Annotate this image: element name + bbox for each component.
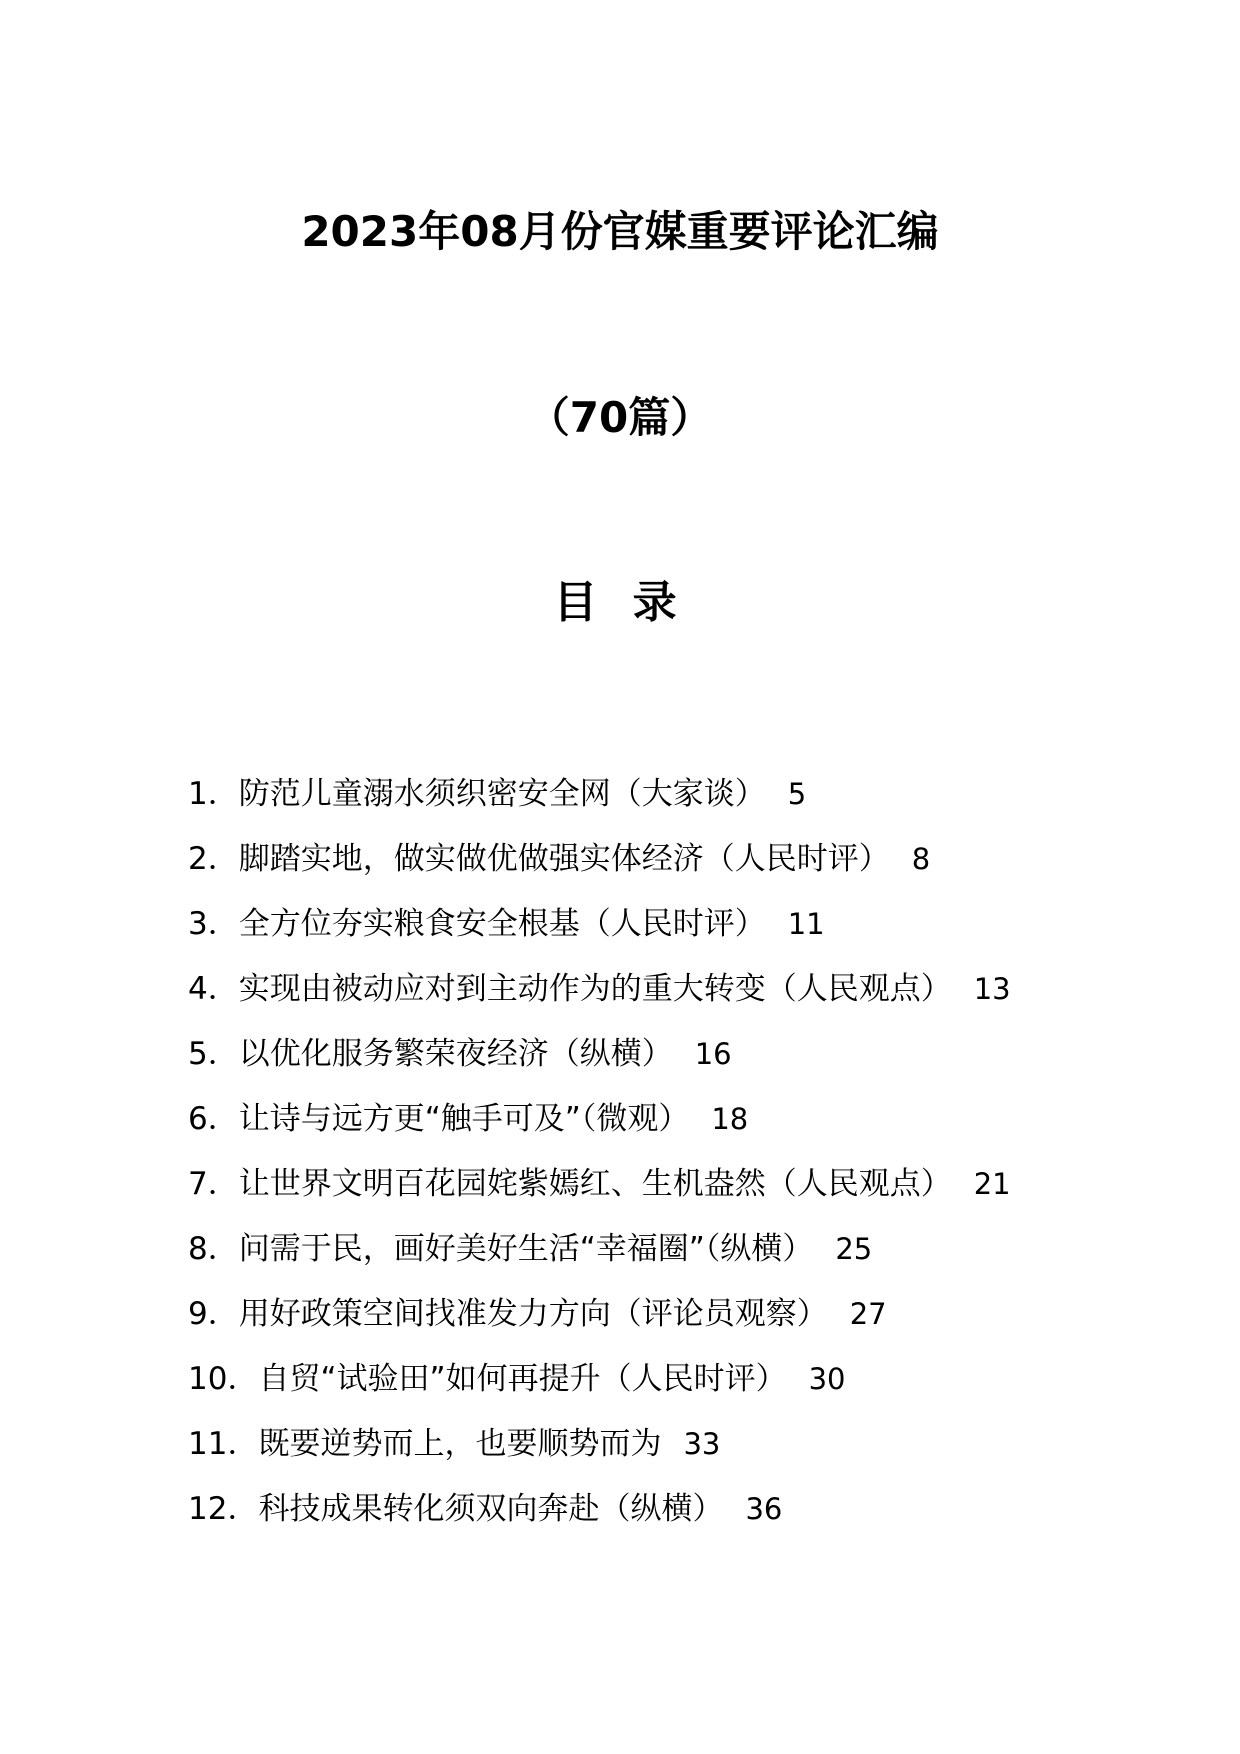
- toc-entry-6[interactable]: [188, 1087, 1088, 1152]
- toc-entry-number: 3．: [188, 906, 239, 942]
- document-title: 2023年08月份官媒重要评论汇编: [301, 207, 939, 256]
- toc-entry-number: 11．: [188, 1426, 259, 1462]
- toc-entry-page: 8: [911, 842, 931, 876]
- toc-entry-number: 1．: [188, 776, 239, 812]
- article-count: （70篇）: [527, 393, 713, 442]
- toc-entry-number: 7．: [188, 1166, 239, 1202]
- toc-entry-12[interactable]: [188, 1477, 1088, 1542]
- toc-entry-7[interactable]: [188, 1152, 1088, 1217]
- toc-entry-page: 27: [849, 1297, 887, 1331]
- toc-entry-title: 科技成果转化须双向奔赴（纵横）: [258, 1491, 724, 1527]
- toc-entry-title: 全方位夯实粮食安全根基（人民时评）: [238, 906, 766, 942]
- toc-entry-page: 16: [694, 1037, 732, 1071]
- toc-entry-page: 25: [835, 1232, 873, 1266]
- toc-entry-page: 30: [808, 1362, 846, 1396]
- toc-entry-title: 实现由被动应对到主动作为的重大转变（人民观点）: [238, 971, 952, 1007]
- toc-entry-page: 21: [973, 1167, 1011, 1201]
- toc-entry-page: 13: [973, 972, 1011, 1006]
- toc-entry-title: 让世界文明百花园姹紫嫣红、生机盎然（人民观点）: [238, 1166, 952, 1202]
- toc-entry-2[interactable]: [188, 827, 1088, 892]
- toc-entry-9[interactable]: [188, 1282, 1088, 1347]
- toc-entry-page: 11: [787, 907, 825, 941]
- toc-entry-number: 4．: [188, 971, 239, 1007]
- toc-entry-5[interactable]: [188, 1022, 1088, 1087]
- toc-heading: 目 录: [553, 577, 687, 628]
- toc-entry-page: 18: [711, 1102, 749, 1136]
- toc-entry-title: 脚踏实地，做实做优做强实体经济（人民时评）: [238, 841, 890, 877]
- toc-entry-10[interactable]: [188, 1347, 1088, 1412]
- toc-entry-title: 既要逆势而上，也要顺势而为: [258, 1426, 662, 1462]
- toc-entry-number: 5．: [188, 1036, 239, 1072]
- toc-entry-title: 用好政策空间找准发力方向（评论员观察）: [238, 1296, 828, 1332]
- toc-entry-8[interactable]: [188, 1217, 1088, 1282]
- toc-entry-3[interactable]: [188, 892, 1088, 957]
- toc-entry-page: 33: [683, 1427, 721, 1461]
- toc-entry-1[interactable]: [188, 762, 1088, 827]
- toc-entry-4[interactable]: [188, 957, 1088, 1022]
- toc-entry-number: 10．: [188, 1361, 259, 1397]
- toc-entry-page: 36: [745, 1492, 783, 1526]
- toc-entry-page: 5: [787, 777, 807, 811]
- toc-entry-title: 让诗与远方更“触手可及”（微观）: [238, 1101, 690, 1137]
- toc-entry-number: 12．: [188, 1491, 259, 1527]
- table-of-contents: [188, 762, 1088, 1542]
- toc-entry-number: 6．: [188, 1101, 239, 1137]
- toc-entry-title: 问需于民，画好美好生活“幸福圈”（纵横）: [238, 1231, 814, 1267]
- toc-entry-number: 9．: [188, 1296, 239, 1332]
- toc-entry-number: 2．: [188, 841, 239, 877]
- toc-entry-title: 防范儿童溺水须织密安全网（大家谈）: [238, 776, 766, 812]
- toc-entry-title: 以优化服务繁荣夜经济（纵横）: [238, 1036, 673, 1072]
- toc-entry-number: 8．: [188, 1231, 239, 1267]
- toc-entry-title: 自贸“试验田”如何再提升（人民时评）: [258, 1361, 787, 1397]
- toc-entry-11[interactable]: [188, 1412, 1088, 1477]
